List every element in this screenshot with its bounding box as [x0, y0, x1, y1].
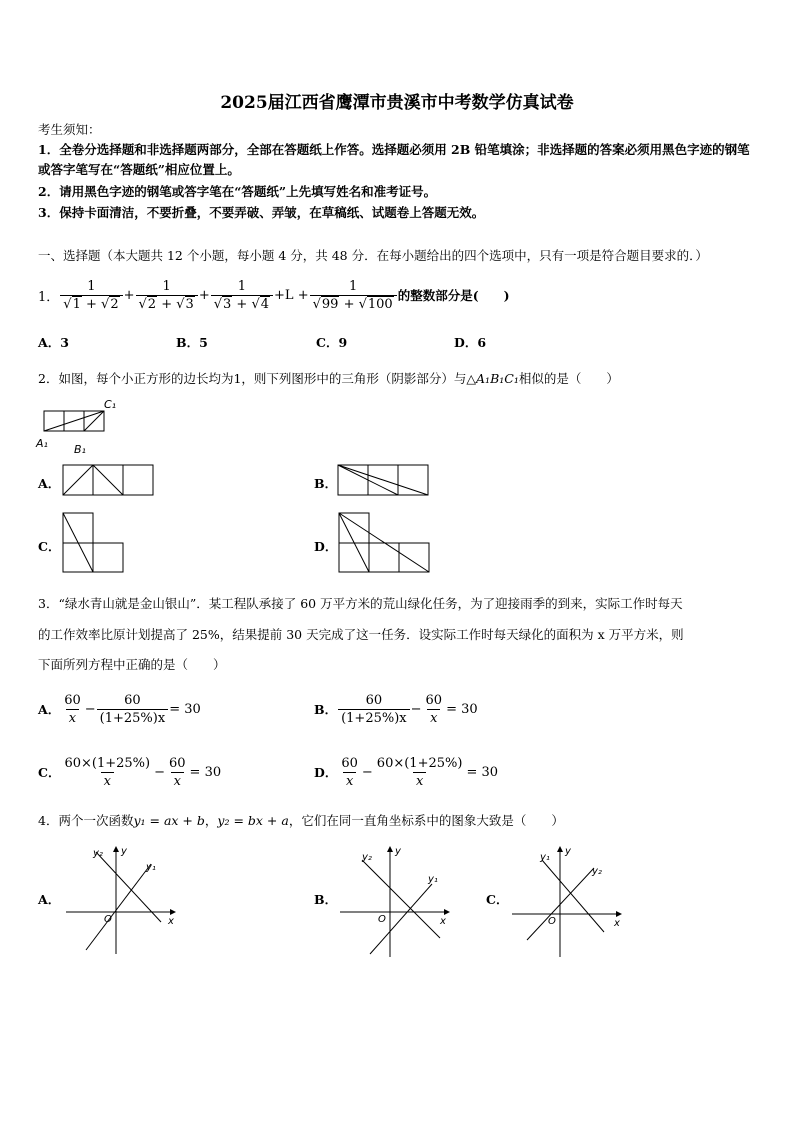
notice-item-3: 3．保持卡面清洁，不要折叠，不要弄破、弄皱，在草稿纸、试题卷上答题无效。: [38, 205, 485, 220]
graph-a-y2: y₂: [93, 848, 103, 859]
label-b1: B₁: [74, 443, 86, 456]
graph-a-y: y: [121, 846, 127, 857]
label-c1: C₁: [104, 398, 117, 411]
q2-option-d-label[interactable]: D．: [314, 539, 338, 554]
q4-option-a-graph[interactable]: [66, 842, 186, 957]
q1-option-b[interactable]: B．5: [176, 335, 208, 350]
q2-option-b-figure[interactable]: [337, 464, 431, 496]
notice-item-1: 1．全卷分选择题和非选择题两部分，全部在答题纸上作答。选择题必须用 2B 铅笔填涂；非选择题的答案必须用黑色字迹的钢笔或答字笔写在“答题纸”相应位置上。: [38, 142, 750, 177]
q3-option-b[interactable]: B． $\frac{60}{(1+25\%)x}$ − $\frac{60}{x}$ = 30: [314, 692, 478, 726]
q1-term-3: $\frac{1}{√3 + √4}$: [211, 279, 273, 312]
q2-reference-figure: [34, 395, 124, 459]
question-2: 2．如图，每个小正方形的边长均为1，则下列图形中的三角形（阴影部分）与△A₁B₁C₁相似的是（ ）: [38, 371, 619, 386]
question-number: 1．: [38, 289, 60, 305]
q4-option-c-label[interactable]: C．: [486, 892, 509, 907]
section-heading: 一、选择题（本大题共 12 个小题，每小题 4 分，共 48 分．在每小题给出的四个选项中，只有一项是符合题目要求的．）: [38, 248, 708, 263]
q1-term-last: $\frac{1}{√99 + √100}$: [310, 279, 397, 312]
q1-option-c[interactable]: C．9: [316, 335, 348, 350]
graph-c-y2: y₂: [592, 866, 602, 877]
q2-option-a-figure[interactable]: [62, 464, 156, 496]
q3-line-1: 3．“绿水青山就是金山银山”．某工程队承接了 60 万平方米的荒山绿化任务，为了迎接雨季的到来，实际工作时每天: [38, 596, 683, 611]
q3-option-a[interactable]: A． $\frac{60}{x}$ − $\frac{60}{(1+25\%)x}$ = 30: [38, 692, 201, 726]
q3-line-3: 下面所列方程中正确的是（ ）: [38, 657, 226, 672]
q4-function-2: y₂ = bx + a: [217, 813, 289, 828]
graph-c-y1: y₁: [540, 852, 550, 863]
graph-b-origin: O: [378, 914, 386, 925]
q4-option-b-label[interactable]: B．: [314, 892, 338, 907]
q4-function-1: y₁ = ax + b: [133, 813, 205, 828]
graph-b-y: y: [395, 846, 401, 857]
q1-ellipsis: +L: [274, 287, 294, 303]
q2-option-b-label[interactable]: B．: [314, 476, 338, 491]
q2-option-a-label[interactable]: A．: [38, 476, 61, 491]
graph-c-y: y: [565, 846, 571, 857]
question-1: 1． $\frac{1}{√1 + √2}$ + $\frac{1}{√2 + √3}$ + $\frac{1}{√3 + √4}$ +L + $\frac{1}{√99 + √100}$ 的整数部分是( ): [38, 278, 510, 312]
notice-item-2: 2．请用黑色字迹的钢笔或答字笔在“答题纸”上先填写姓名和准考证号。: [38, 184, 437, 199]
q4-option-b-graph[interactable]: [340, 842, 460, 960]
graph-c-x: x: [614, 918, 620, 929]
graph-c-origin: O: [548, 916, 556, 927]
q4-option-c-graph[interactable]: [512, 842, 632, 960]
graph-b-y2: y₂: [362, 852, 372, 863]
graph-b-y1: y₁: [428, 874, 438, 885]
graph-a-y1: y₁: [146, 862, 156, 873]
q1-suffix: 的整数部分是( ): [397, 288, 510, 303]
q1-term-2: $\frac{1}{√2 + √3}$: [136, 279, 198, 312]
notice-heading: 考生须知：: [38, 122, 101, 137]
q1-term-1: $\frac{1}{√1 + √2}$: [60, 279, 122, 312]
q3-option-c[interactable]: C． $\frac{60\times(1+25\%)}{x}$ − $\frac{60}{x}$ = 30: [38, 755, 222, 789]
q3-option-d[interactable]: D． $\frac{60}{x}$ − $\frac{60\times(1+25\%)}{x}$ = 30: [314, 755, 499, 789]
question-4: 4．两个一次函数y₁ = ax + b，y₂ = bx + a，它们在同一直角坐标系中的图象大致是（ ）: [38, 813, 564, 828]
q1-option-d[interactable]: D．6: [454, 335, 487, 350]
q2-option-c-label[interactable]: C．: [38, 539, 61, 554]
q3-line-2: 的工作效率比原计划提高了 25%，结果提前 30 天完成了这一任务．设实际工作时每天绿化的面积为 x 万平方米，则: [38, 627, 684, 642]
q2-option-d-figure[interactable]: [338, 512, 432, 574]
graph-b-x: x: [440, 916, 446, 927]
q2-triangle-name: △A₁B₁C₁: [466, 371, 519, 386]
graph-a-x: x: [168, 916, 174, 927]
graph-a-origin: O: [104, 914, 112, 925]
q4-option-a-label[interactable]: A．: [38, 892, 61, 907]
page-title: 2025届江西省鹰潭市贵溪市中考数学仿真试卷: [220, 93, 574, 113]
q2-option-c-figure[interactable]: [62, 512, 126, 574]
label-a1: A₁: [36, 437, 48, 450]
q1-option-a[interactable]: A．3: [38, 335, 69, 350]
